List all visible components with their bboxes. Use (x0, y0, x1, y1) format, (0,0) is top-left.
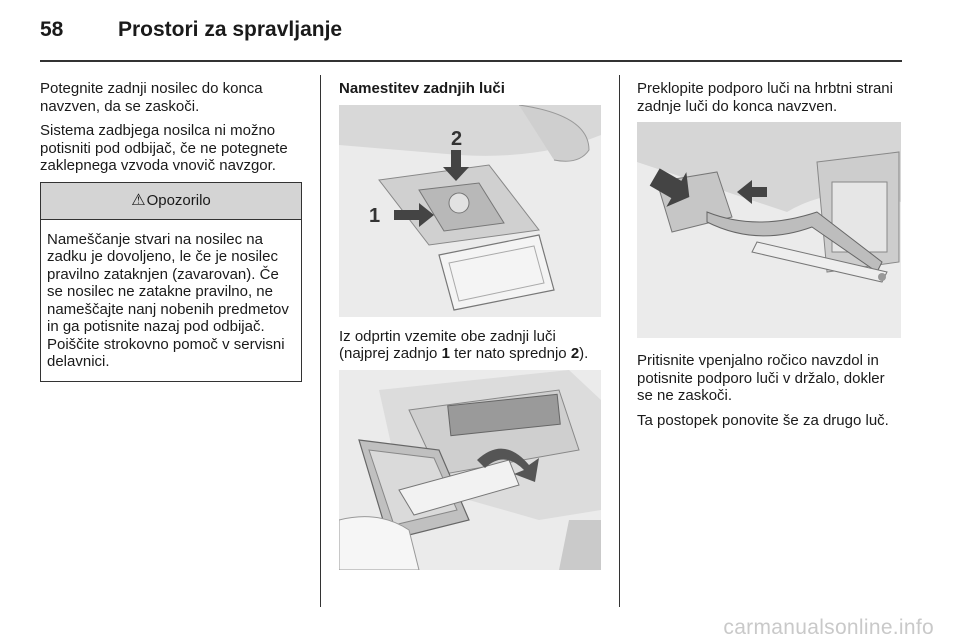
column-middle (339, 80, 603, 570)
ref-number-1: 1 (441, 345, 450, 362)
paragraph-repeat: Ta postopek ponovite še za drugo luč. (637, 411, 889, 429)
warning-title: Opozorilo (146, 191, 211, 209)
column-left (40, 80, 302, 382)
warning-triangle-icon: ⚠ (131, 191, 146, 209)
warning-header (41, 183, 301, 220)
paragraph-press-lever: Pritisnite vpenjalno ročico navzdol in potisnite podporo luči v držalo, dokler se ne zaskoči. (637, 352, 885, 404)
header-rule (40, 60, 902, 62)
paragraph-fold-support: Preklopite podporo luči na hrbtni strani zadnje luči do konca navzven. (637, 80, 893, 115)
paragraph-pull-carrier: Potegnite zadnji nosilec do konca navzven, da se zaskoči. (40, 80, 263, 115)
column-divider (320, 75, 321, 607)
figure-lamp-support (637, 122, 901, 338)
callout-2: 2 (451, 127, 463, 150)
figure-lamp-removal (339, 105, 601, 317)
text-fragment: ). (579, 345, 589, 362)
paragraph-carrier-system: Sistema zadbjega nosilca ni možno potisniti pod odbijač, če ne potegnete zaklepnega vzvoda vnovič navzgor. (40, 122, 288, 174)
callout-1: 1 (369, 204, 381, 227)
section-heading: Namestitev zadnjih luči (339, 80, 505, 97)
page-number: 58 (40, 18, 64, 41)
column-divider (619, 75, 620, 607)
warning-box (40, 182, 302, 382)
ref-number-2: 2 (570, 345, 580, 362)
text-fragment: Iz odprtin vzemite obe zadnji luči (najprej zadnjo (339, 327, 556, 362)
text-fragment: ter nato sprednjo (449, 345, 571, 362)
watermark: carmanualsonline.info (723, 616, 934, 639)
column-right (637, 80, 903, 436)
page-header (40, 18, 342, 48)
figure-lamp-back (339, 370, 601, 570)
warning-text: Nameščanje stvari na nosilec na zadku je dovoljeno, le če je nosilec pravilno zataknjen (zavarovan). Če se nosilec ne zatakne pravilno, ne nameščajte nanj nobenih predmetov in ga potisnite nazaj pod odbijač. Poiščite strokovno pomoč v servisni delavnici. (47, 230, 289, 370)
paragraph-remove-lamps (339, 328, 603, 363)
page-title: Prostori za spravljanje (118, 18, 343, 41)
